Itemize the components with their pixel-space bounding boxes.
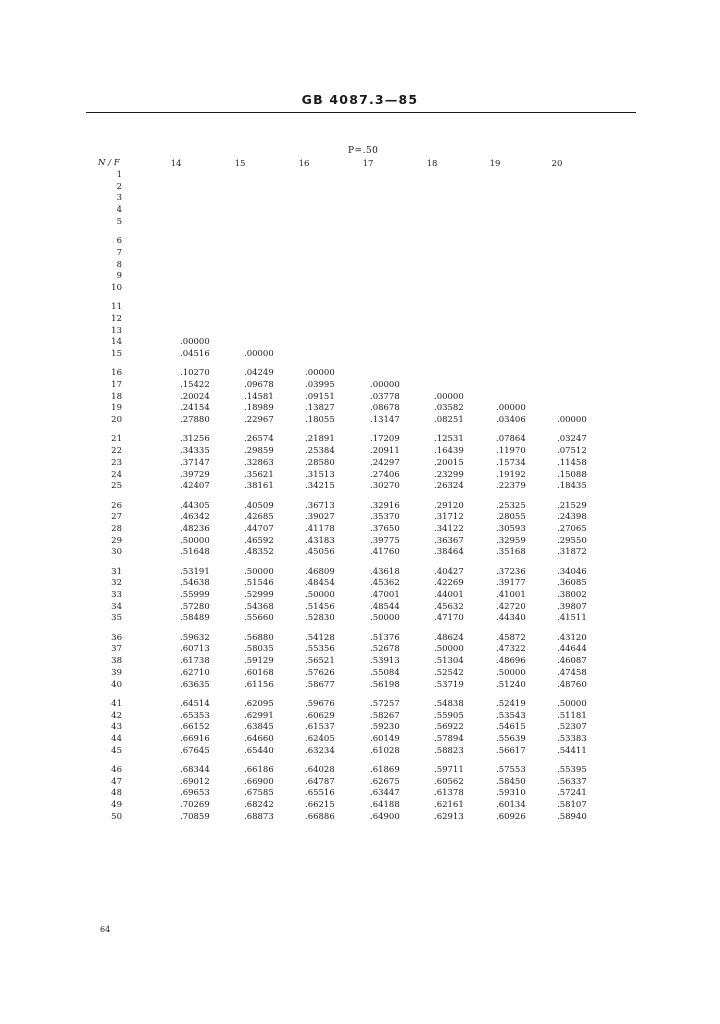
table-cell: .52999: [244, 590, 274, 600]
row-label: 50: [111, 811, 122, 822]
table-cell: .59711: [434, 764, 464, 775]
table-cell: .56922: [434, 722, 464, 733]
table-cell: .69653: [180, 788, 210, 799]
table-cell: .00000: [496, 403, 526, 414]
row-label: 3: [116, 193, 122, 204]
table-cell: .60168: [244, 667, 274, 678]
column-header: 20: [551, 159, 563, 169]
table-cell: .52542: [434, 667, 464, 678]
table-cell: .42720: [496, 601, 526, 612]
table-cell: .58677: [305, 679, 335, 690]
row-label: 13: [111, 325, 122, 336]
table-cell: .51376: [370, 632, 400, 643]
table-cell: .36367: [434, 535, 464, 546]
row-label: 10: [111, 282, 122, 293]
table-cell: .70859: [180, 811, 210, 822]
table-cell: .35621: [244, 469, 274, 480]
column-header: 15: [234, 159, 246, 169]
table-cell: .21891: [305, 434, 335, 445]
table-cell: .04516: [180, 349, 210, 359]
table-cell: .61738: [180, 656, 210, 667]
table-cell: .61869: [370, 764, 400, 775]
document-code: GB 4087.3—85: [301, 92, 419, 107]
table-cell: .55084: [370, 667, 400, 678]
table-cell: .48760: [557, 679, 587, 690]
table-cell: .53913: [370, 656, 400, 667]
column-header: 17: [362, 159, 374, 169]
table-cell: .58267: [370, 710, 400, 721]
table-cell: .57280: [180, 601, 210, 612]
table-cell: .51181: [557, 710, 587, 721]
table-cell: .55639: [496, 733, 526, 744]
table-cell: .68242: [244, 800, 274, 810]
row-label: 25: [111, 481, 122, 492]
table-cell: .70269: [180, 800, 210, 810]
row-label: 35: [111, 613, 122, 624]
table-cell: .41178: [305, 523, 335, 534]
table-cell: .39729: [180, 469, 210, 480]
row-label: 6: [116, 236, 122, 247]
table-cell: .62095: [244, 698, 274, 709]
table-cell: .00000: [370, 380, 400, 390]
table-cell: .25325: [496, 500, 526, 511]
table-cell: .09678: [244, 380, 274, 390]
row-label: 33: [111, 590, 122, 600]
table-cell: .04249: [244, 368, 274, 379]
table-cell: .60926: [496, 811, 526, 822]
table-cell: .14581: [244, 391, 274, 402]
table-cell: .31513: [305, 469, 335, 480]
table-cell: .58823: [434, 745, 464, 756]
table-cell: .52307: [557, 722, 587, 733]
table-cell: .45056: [305, 547, 335, 558]
table-cell: .27406: [370, 469, 400, 480]
row-label: 41: [111, 698, 122, 709]
table-cell: .27065: [557, 523, 587, 534]
table-cell: .32959: [496, 535, 526, 546]
table-cell: .65440: [244, 745, 274, 756]
page-number: 64: [100, 925, 111, 934]
table-cell: .53383: [557, 733, 587, 744]
table-cell: .00000: [244, 349, 274, 359]
table-cell: .63447: [370, 788, 400, 799]
table-cell: .54838: [434, 698, 464, 709]
table-cell: .30270: [370, 481, 400, 492]
row-label: 2: [116, 181, 122, 192]
table-cell: .29859: [244, 446, 274, 457]
table-cell: .55999: [180, 590, 210, 600]
table-cell: .63234: [305, 745, 335, 756]
table-cell: .39775: [370, 535, 400, 546]
table-cell: .60149: [370, 733, 400, 744]
table-cell: .34215: [305, 481, 335, 492]
table-cell: .37236: [496, 566, 526, 577]
table-cell: .40509: [244, 500, 274, 511]
row-label: 32: [111, 578, 122, 589]
row-label: 14: [111, 337, 122, 348]
table-cell: .42407: [180, 481, 210, 492]
table-cell: .11458: [557, 457, 587, 468]
table-cell: .59129: [244, 656, 274, 667]
table-cell: .48624: [434, 632, 464, 643]
table-cell: .45872: [496, 632, 526, 643]
row-label: 20: [111, 415, 122, 426]
table-cell: .50000: [244, 566, 274, 577]
table-cell: .64188: [370, 800, 400, 810]
table-cell: .20015: [434, 457, 464, 468]
table-cell: .55356: [305, 644, 335, 655]
table-cell: .57241: [557, 788, 587, 799]
table-cell: .26324: [434, 481, 464, 492]
table-cell: .64787: [305, 776, 335, 787]
table-cell: .36085: [557, 578, 587, 589]
row-label: 4: [116, 205, 122, 216]
table-cell: .00000: [305, 368, 335, 379]
table-cell: .66215: [305, 800, 335, 810]
table-cell: .40427: [434, 566, 464, 577]
table-cell: .43183: [305, 535, 335, 546]
table-cell: .18989: [244, 403, 274, 414]
table-cell: .23299: [434, 469, 464, 480]
table-cell: .39807: [557, 601, 587, 612]
table-cell: .48454: [305, 578, 335, 589]
table-cell: .56198: [370, 679, 400, 690]
table-cell: .16439: [434, 446, 464, 457]
row-label: 5: [116, 216, 122, 227]
row-label: 30: [111, 547, 122, 558]
table-cell: .07864: [496, 434, 526, 445]
table-cell: .35370: [370, 512, 400, 523]
row-label: 40: [111, 679, 122, 690]
table-cell: .58489: [180, 613, 210, 624]
row-label: 45: [111, 745, 122, 756]
table-cell: .51648: [180, 547, 210, 558]
table-cell: .13827: [305, 403, 335, 414]
row-label: 36: [111, 632, 122, 643]
table-cell: .68873: [244, 811, 274, 822]
table-cell: .59676: [305, 698, 335, 709]
row-label: 8: [116, 259, 122, 270]
table-cell: .48696: [496, 656, 526, 667]
row-label: 19: [111, 403, 122, 414]
table-cell: .22379: [496, 481, 526, 492]
table-cell: .18435: [557, 481, 587, 492]
table-cell: .48352: [244, 547, 274, 558]
row-label: 44: [111, 733, 122, 744]
table-cell: .62710: [180, 667, 210, 678]
table-cell: .29550: [557, 535, 587, 546]
table-cell: .28055: [496, 512, 526, 523]
table-cell: .47322: [496, 644, 526, 655]
table-cell: .39177: [496, 578, 526, 589]
table-cell: .61537: [305, 722, 335, 733]
table-cell: .31712: [434, 512, 464, 523]
table-cell: .53191: [180, 566, 210, 577]
table-cell: .15088: [557, 469, 587, 480]
table-cell: .59230: [370, 722, 400, 733]
table-cell: .25384: [305, 446, 335, 457]
table-cell: .03995: [305, 380, 335, 390]
table-cell: .51456: [305, 601, 335, 612]
table-cell: .58940: [557, 811, 587, 822]
table-cell: .29120: [434, 500, 464, 511]
table-cell: .55660: [244, 613, 274, 624]
row-label: 12: [111, 313, 122, 324]
row-label: 18: [111, 391, 122, 402]
row-label: 9: [116, 271, 122, 282]
table-cell: .28580: [305, 457, 335, 468]
table-cell: .61156: [244, 679, 274, 690]
table-cell: .03247: [557, 434, 587, 445]
table-cell: .62913: [434, 811, 464, 822]
table-cell: .52830: [305, 613, 335, 624]
table-cell: .57553: [496, 764, 526, 775]
row-label: 28: [111, 523, 122, 534]
row-label: 26: [111, 500, 122, 511]
table-cell: .43120: [557, 632, 587, 643]
table-cell: .48236: [180, 523, 210, 534]
table-cell: .50000: [496, 667, 526, 678]
table-cell: .52678: [370, 644, 400, 655]
table-cell: .64028: [305, 764, 335, 775]
row-label: 16: [111, 368, 122, 379]
table-cell: .58450: [496, 776, 526, 787]
table-cell: .62991: [244, 710, 274, 721]
table-cell: .36713: [305, 500, 335, 511]
table-cell: .60713: [180, 644, 210, 655]
table-cell: .55905: [434, 710, 464, 721]
table-cell: .68344: [180, 764, 210, 775]
table-cell: .43618: [370, 566, 400, 577]
table-cell: .54638: [180, 578, 210, 589]
table-cell: .58035: [244, 644, 274, 655]
table-cell: .21529: [557, 500, 587, 511]
table-cell: .57626: [305, 667, 335, 678]
table-cell: .48544: [370, 601, 400, 612]
table-cell: .53719: [434, 679, 464, 690]
table-cell: .24398: [557, 512, 587, 523]
table-cell: .54411: [557, 745, 587, 756]
table-cell: .34122: [434, 523, 464, 534]
table-cell: .37147: [180, 457, 210, 468]
table-cell: .58107: [557, 800, 587, 810]
table-cell: .64660: [244, 733, 274, 744]
table-cell: .03406: [496, 415, 526, 426]
table-cell: .65516: [305, 788, 335, 799]
table-cell: .03778: [370, 391, 400, 402]
table-cell: .66152: [180, 722, 210, 733]
table-cell: .20024: [180, 391, 210, 402]
table-cell: .44001: [434, 590, 464, 600]
table-cell: .10270: [180, 368, 210, 379]
row-label: 49: [111, 800, 122, 810]
table-cell: .35168: [496, 547, 526, 558]
row-label: 34: [111, 601, 122, 612]
table-cell: .42685: [244, 512, 274, 523]
table-cell: .34046: [557, 566, 587, 577]
table-cell: .31256: [180, 434, 210, 445]
table-cell: .31872: [557, 547, 587, 558]
table-cell: .60134: [496, 800, 526, 810]
table-cell: .26574: [244, 434, 274, 445]
table-cell: .54368: [244, 601, 274, 612]
table-cell: .62675: [370, 776, 400, 787]
table-cell: .19192: [496, 469, 526, 480]
table-cell: .56880: [244, 632, 274, 643]
table-cell: .09151: [305, 391, 335, 402]
table-cell: .39027: [305, 512, 335, 523]
table-cell: .61378: [434, 788, 464, 799]
table-cell: .44340: [496, 613, 526, 624]
table-cell: .67585: [244, 788, 274, 799]
table-cell: .51240: [496, 679, 526, 690]
table-cell: .17209: [370, 434, 400, 445]
table-cell: .62161: [434, 800, 464, 810]
table-cell: .61028: [370, 745, 400, 756]
table-cell: .30593: [496, 523, 526, 534]
table-cell: .24297: [370, 457, 400, 468]
table-cell: .18055: [305, 415, 335, 426]
table-cell: .47458: [557, 667, 587, 678]
table-cell: .53543: [496, 710, 526, 721]
table-cell: .50000: [434, 644, 464, 655]
table-cell: .66186: [244, 764, 274, 775]
table-cell: .12531: [434, 434, 464, 445]
row-label: 23: [111, 457, 122, 468]
row-label: 1: [116, 170, 122, 180]
table-cell: .41511: [557, 613, 587, 624]
row-label: 47: [111, 776, 122, 787]
row-label: 24: [111, 469, 122, 480]
table-cell: .44707: [244, 523, 274, 534]
parameter-label: P=.50: [348, 146, 379, 156]
table-cell: .03582: [434, 403, 464, 414]
table-cell: .47170: [434, 613, 464, 624]
table-cell: .41760: [370, 547, 400, 558]
table-cell: .00000: [557, 415, 587, 426]
table-cell: .07512: [557, 446, 587, 457]
column-header: 18: [426, 159, 438, 169]
column-header: 16: [298, 159, 310, 169]
table-cell: .13147: [370, 415, 400, 426]
row-label: 31: [111, 566, 122, 577]
table-cell: .08251: [434, 415, 464, 426]
table-cell: .20911: [370, 446, 400, 457]
table-cell: .47001: [370, 590, 400, 600]
row-label: 15: [111, 349, 122, 359]
table-cell: .38161: [244, 481, 274, 492]
table-cell: .38002: [557, 590, 587, 600]
table-cell: .56617: [496, 745, 526, 756]
table-cell: .51304: [434, 656, 464, 667]
table-cell: .38464: [434, 547, 464, 558]
table-cell: .44305: [180, 500, 210, 511]
table-cell: .69012: [180, 776, 210, 787]
row-label: 7: [116, 247, 122, 258]
table-cell: .46592: [244, 535, 274, 546]
row-label: 17: [111, 380, 122, 390]
table-cell: .37650: [370, 523, 400, 534]
table-cell: .54615: [496, 722, 526, 733]
row-label: 27: [111, 512, 122, 523]
table-cell: .59310: [496, 788, 526, 799]
table-cell: .66900: [244, 776, 274, 787]
row-label: 38: [111, 656, 122, 667]
table-cell: .42269: [434, 578, 464, 589]
table-cell: .46342: [180, 512, 210, 523]
table-cell: .63635: [180, 679, 210, 690]
column-header: 19: [489, 159, 501, 169]
row-label: 39: [111, 667, 122, 678]
table-cell: .59632: [180, 632, 210, 643]
table-cell: .08678: [370, 403, 400, 414]
table-cell: .50000: [557, 698, 587, 709]
row-label: 48: [111, 788, 122, 799]
table-cell: .46809: [305, 566, 335, 577]
table-cell: .00000: [180, 337, 210, 348]
table-cell: .44644: [557, 644, 587, 655]
table-cell: .66886: [305, 811, 335, 822]
table-cell: .64900: [370, 811, 400, 822]
table-cell: .15734: [496, 457, 526, 468]
table-cell: .32916: [370, 500, 400, 511]
table-cell: .62405: [305, 733, 335, 744]
table-cell: .22967: [244, 415, 274, 426]
table-cell: .45632: [434, 601, 464, 612]
table-cell: .60562: [434, 776, 464, 787]
table-cell: .32863: [244, 457, 274, 468]
table-cell: .50000: [305, 590, 335, 600]
table-cell: .56521: [305, 656, 335, 667]
table-cell: .57894: [434, 733, 464, 744]
table-cell: .15422: [180, 380, 210, 390]
nf-header: N / F: [98, 158, 120, 168]
row-label: 29: [111, 535, 122, 546]
row-label: 46: [111, 764, 122, 775]
table-cell: .52419: [496, 698, 526, 709]
table-cell: .57257: [370, 698, 400, 709]
table-cell: .00000: [434, 391, 464, 402]
table-cell: .67645: [180, 745, 210, 756]
table-cell: .56337: [557, 776, 587, 787]
table-cell: .55395: [557, 764, 587, 775]
table-cell: .66916: [180, 733, 210, 744]
table-cell: .46087: [557, 656, 587, 667]
table-cell: .27880: [180, 415, 210, 426]
row-label: 11: [111, 302, 122, 313]
row-label: 37: [111, 644, 122, 655]
table-cell: .50000: [180, 535, 210, 546]
column-header: 14: [170, 159, 182, 169]
row-label: 42: [111, 710, 122, 721]
table-cell: .65353: [180, 710, 210, 721]
table-cell: .24154: [180, 403, 210, 414]
row-label: 22: [111, 446, 122, 457]
table-cell: .34335: [180, 446, 210, 457]
table-cell: .60629: [305, 710, 335, 721]
table-cell: .41001: [496, 590, 526, 600]
table-cell: .63845: [244, 722, 274, 733]
row-label: 43: [111, 722, 122, 733]
table-cell: .45362: [370, 578, 400, 589]
row-label: 21: [111, 434, 122, 445]
table-cell: .50000: [370, 613, 400, 624]
table-cell: .11970: [496, 446, 526, 457]
table-cell: .54128: [305, 632, 335, 643]
table-cell: .51546: [244, 578, 274, 589]
table-cell: .64514: [180, 698, 210, 709]
